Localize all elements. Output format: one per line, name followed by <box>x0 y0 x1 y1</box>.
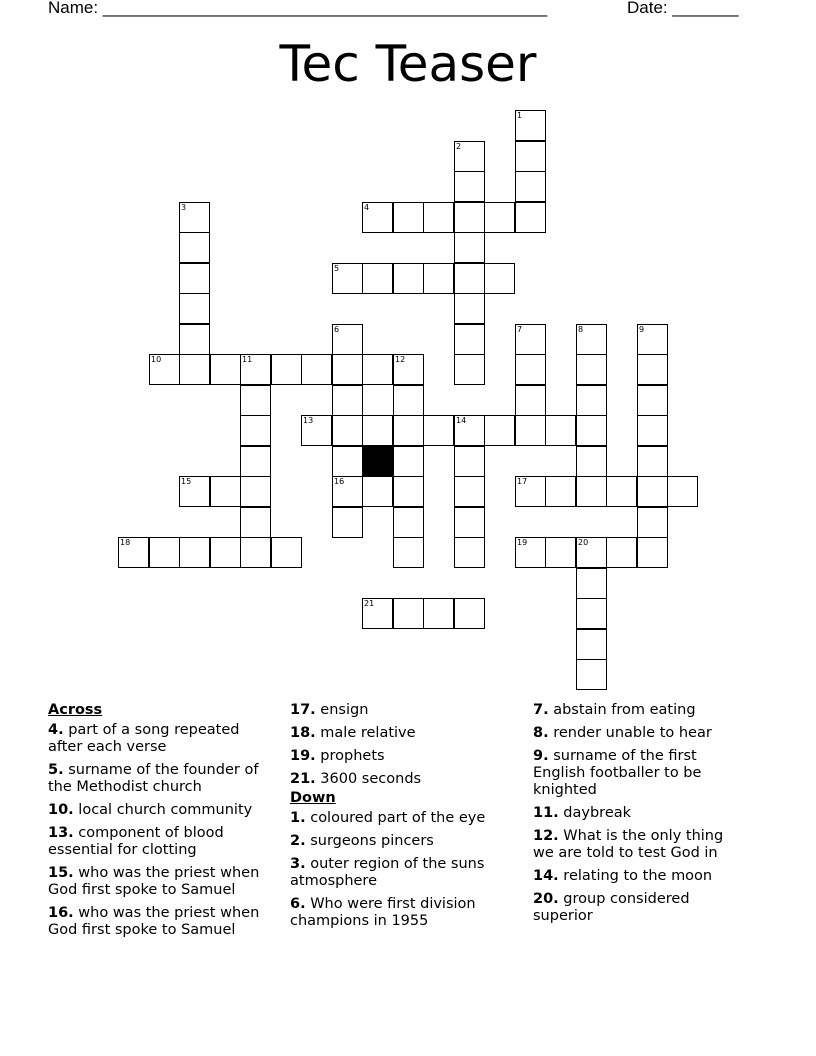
clue-item <box>533 702 743 719</box>
grid-cell[interactable] <box>484 415 515 446</box>
clue-item-number: 5. <box>48 762 64 778</box>
clue-item-text: Who were first division champions in 1955 <box>290 896 476 929</box>
grid-cell[interactable] <box>637 537 668 568</box>
date-field[interactable]: Date: _______ <box>627 0 739 17</box>
grid-cell[interactable] <box>454 171 485 202</box>
grid-cell[interactable] <box>393 476 424 507</box>
clue-item-number: 9. <box>533 748 549 764</box>
clue-number: 2 <box>456 142 462 151</box>
clue-item-number: 21. <box>290 771 316 787</box>
clue-number: 12 <box>395 355 406 364</box>
clue-item <box>290 896 525 930</box>
grid-cell[interactable] <box>210 354 241 385</box>
grid-cell[interactable] <box>454 507 485 538</box>
grid-cell[interactable] <box>454 446 485 477</box>
clue-item <box>533 748 743 799</box>
clue-number: 18 <box>120 538 131 547</box>
grid-cell[interactable] <box>576 659 607 690</box>
clue-item-text: abstain from eating <box>548 702 696 718</box>
grid-cell[interactable] <box>179 232 210 263</box>
grid-cell[interactable] <box>484 263 515 294</box>
grid-cell[interactable] <box>362 415 393 446</box>
grid-cell[interactable] <box>576 354 607 385</box>
clue-item-number: 15. <box>48 865 74 881</box>
clue-item-text: local church community <box>73 802 253 818</box>
clue-item <box>533 725 743 742</box>
clue-item-text: 3600 seconds <box>315 771 422 787</box>
clue-number: 9 <box>639 325 645 334</box>
clue-item-text: who was the priest when God first spoke to Samuel <box>48 865 260 898</box>
grid-cell[interactable] <box>179 324 210 355</box>
grid-cell[interactable] <box>179 263 210 294</box>
grid-cell[interactable] <box>637 476 668 507</box>
across-clue-list-continued <box>290 702 525 788</box>
grid-cell[interactable] <box>606 476 637 507</box>
clue-number: 1 <box>517 111 523 120</box>
clue-item-number: 3. <box>290 856 306 872</box>
clue-item-number: 1. <box>290 810 306 826</box>
clue-item-text: ensign <box>315 702 369 718</box>
clue-number: 7 <box>517 325 523 334</box>
grid-cell[interactable] <box>332 385 363 416</box>
clue-item-text: component of blood essential for clotting <box>48 825 224 858</box>
clue-item <box>48 762 278 796</box>
grid-cell[interactable] <box>179 293 210 324</box>
grid-cell[interactable] <box>454 354 485 385</box>
down-heading: Down <box>290 790 336 806</box>
clue-item-number: 14. <box>533 868 559 884</box>
clue-number: 19 <box>517 538 528 547</box>
grid-cell[interactable] <box>332 415 363 446</box>
clue-item <box>533 828 743 862</box>
clues-column-2 <box>290 702 525 936</box>
clue-item-number: 13. <box>48 825 74 841</box>
clue-number: 14 <box>456 416 467 425</box>
clue-number: 3 <box>181 203 187 212</box>
grid-cell[interactable] <box>240 537 271 568</box>
grid-cell[interactable] <box>576 568 607 599</box>
grid-cell[interactable] <box>515 354 546 385</box>
grid-cell[interactable] <box>576 598 607 629</box>
clue-item <box>48 802 278 819</box>
down-clue-list-continued <box>533 702 743 925</box>
grid-cell[interactable] <box>240 385 271 416</box>
grid-cell[interactable] <box>576 415 607 446</box>
clue-item <box>48 865 278 899</box>
clue-item <box>290 856 525 890</box>
grid-cell[interactable] <box>637 415 668 446</box>
clue-item-number: 7. <box>533 702 549 718</box>
grid-cell[interactable] <box>454 476 485 507</box>
grid-cell[interactable] <box>576 476 607 507</box>
grid-cell[interactable] <box>667 476 698 507</box>
grid-cell[interactable] <box>393 507 424 538</box>
grid-cell[interactable] <box>515 415 546 446</box>
clue-item-number: 16. <box>48 905 74 921</box>
clue-number: 8 <box>578 325 584 334</box>
grid-cell[interactable] <box>606 537 637 568</box>
grid-cell[interactable] <box>332 507 363 538</box>
grid-cell[interactable] <box>240 507 271 538</box>
clue-number: 16 <box>334 477 345 486</box>
clue-item <box>533 868 743 885</box>
grid-cell[interactable] <box>423 598 454 629</box>
clue-number: 17 <box>517 477 528 486</box>
grid-cell[interactable] <box>362 476 393 507</box>
clue-item <box>290 810 525 827</box>
grid-cell[interactable] <box>210 476 241 507</box>
grid-cell[interactable] <box>423 263 454 294</box>
clue-number: 20 <box>578 538 589 547</box>
clue-number: 13 <box>303 416 314 425</box>
across-heading: Across <box>48 702 103 718</box>
clue-item <box>533 891 743 925</box>
clue-item-number: 12. <box>533 828 559 844</box>
clue-number: 10 <box>151 355 162 364</box>
grid-cell[interactable] <box>271 537 302 568</box>
clue-item-number: 4. <box>48 722 64 738</box>
grid-cell[interactable] <box>545 415 576 446</box>
clue-item-number: 6. <box>290 896 306 912</box>
clue-item-text: group considered superior <box>533 891 690 924</box>
grid-cell[interactable] <box>301 354 332 385</box>
grid-cell[interactable] <box>240 476 271 507</box>
clue-item <box>290 748 525 765</box>
clue-item-text: prophets <box>315 748 385 764</box>
grid-cell[interactable] <box>423 415 454 446</box>
grid-cell[interactable] <box>179 537 210 568</box>
across-clue-list <box>48 722 278 939</box>
grid-cell[interactable] <box>454 293 485 324</box>
clue-item <box>48 722 278 756</box>
grid-cell[interactable] <box>454 537 485 568</box>
clue-item <box>290 725 525 742</box>
clue-item-text: coloured part of the eye <box>305 810 486 826</box>
clue-item-text: relating to the moon <box>558 868 713 884</box>
grid-cell[interactable] <box>515 141 546 172</box>
clue-item <box>48 825 278 859</box>
grid-cell[interactable] <box>332 354 363 385</box>
grid-cell[interactable] <box>393 263 424 294</box>
grid-cell[interactable] <box>576 446 607 477</box>
grid-cell[interactable] <box>637 354 668 385</box>
grid-cell[interactable] <box>545 476 576 507</box>
grid-cell[interactable] <box>515 385 546 416</box>
grid-cell[interactable] <box>362 354 393 385</box>
clue-item-number: 18. <box>290 725 316 741</box>
clue-item-text: part of a song repeated after each verse <box>48 722 240 755</box>
clue-item <box>290 702 525 719</box>
grid-cell[interactable] <box>576 629 607 660</box>
clue-item-text: surname of the founder of the Methodist church <box>48 762 259 795</box>
clue-number: 6 <box>334 325 340 334</box>
grid-cell[interactable] <box>515 171 546 202</box>
grid-cell[interactable] <box>454 263 485 294</box>
clue-item-text: surname of the first English footballer to be knighted <box>533 748 702 798</box>
clue-number: 11 <box>242 355 253 364</box>
clue-item-number: 2. <box>290 833 306 849</box>
grid-cell[interactable] <box>637 385 668 416</box>
clue-item-number: 19. <box>290 748 316 764</box>
grid-cell[interactable] <box>240 446 271 477</box>
clue-item-number: 17. <box>290 702 316 718</box>
clue-item-number: 10. <box>48 802 74 818</box>
name-field[interactable]: Name: _______________________________________________ <box>48 0 548 17</box>
clue-number: 5 <box>334 264 340 273</box>
grid-cell[interactable] <box>362 263 393 294</box>
clue-item-text: daybreak <box>558 805 632 821</box>
grid-cell[interactable] <box>576 385 607 416</box>
grid-cell[interactable] <box>210 537 241 568</box>
grid-cell[interactable] <box>454 232 485 263</box>
clue-item-text: male relative <box>315 725 416 741</box>
grid-cell[interactable] <box>393 598 424 629</box>
page-title: Tec Teaser <box>279 35 537 93</box>
grid-cell[interactable] <box>179 354 210 385</box>
grid-cell[interactable] <box>454 324 485 355</box>
clue-item-number: 11. <box>533 805 559 821</box>
clue-item <box>290 833 525 850</box>
grid-cell[interactable] <box>393 385 424 416</box>
grid-cell[interactable] <box>423 202 454 233</box>
grid-cell[interactable] <box>545 537 576 568</box>
grid-cell[interactable] <box>149 537 180 568</box>
grid-cell[interactable] <box>271 354 302 385</box>
clues-column-3 <box>533 702 743 931</box>
clue-item-number: 20. <box>533 891 559 907</box>
grid-cell[interactable] <box>393 415 424 446</box>
grid-cell[interactable] <box>332 446 363 477</box>
grid-cell[interactable] <box>637 507 668 538</box>
clue-item-text: What is the only thing we are told to test God in <box>533 828 724 861</box>
grid-cell[interactable] <box>393 202 424 233</box>
down-clue-list <box>290 810 525 930</box>
clues-column-1 <box>48 702 278 945</box>
grid-cell[interactable] <box>515 202 546 233</box>
black-cell <box>362 446 393 477</box>
clue-item-text: surgeons pincers <box>305 833 434 849</box>
grid-cell[interactable] <box>393 537 424 568</box>
grid-cell[interactable] <box>637 446 668 477</box>
clue-item <box>48 905 278 939</box>
clue-number: 21 <box>364 599 375 608</box>
clue-item <box>290 771 525 788</box>
clue-item-number: 8. <box>533 725 549 741</box>
clue-item-text: outer region of the suns atmosphere <box>290 856 485 889</box>
clue-number: 4 <box>364 203 370 212</box>
grid-cell[interactable] <box>454 598 485 629</box>
clue-number: 15 <box>181 477 192 486</box>
grid-cell[interactable] <box>454 202 485 233</box>
clue-item-text: who was the priest when God first spoke to Samuel <box>48 905 260 938</box>
grid-cell[interactable] <box>240 415 271 446</box>
clue-item-text: render unable to hear <box>548 725 712 741</box>
grid-cell[interactable] <box>484 202 515 233</box>
clue-item <box>533 805 743 822</box>
grid-cell[interactable] <box>393 446 424 477</box>
